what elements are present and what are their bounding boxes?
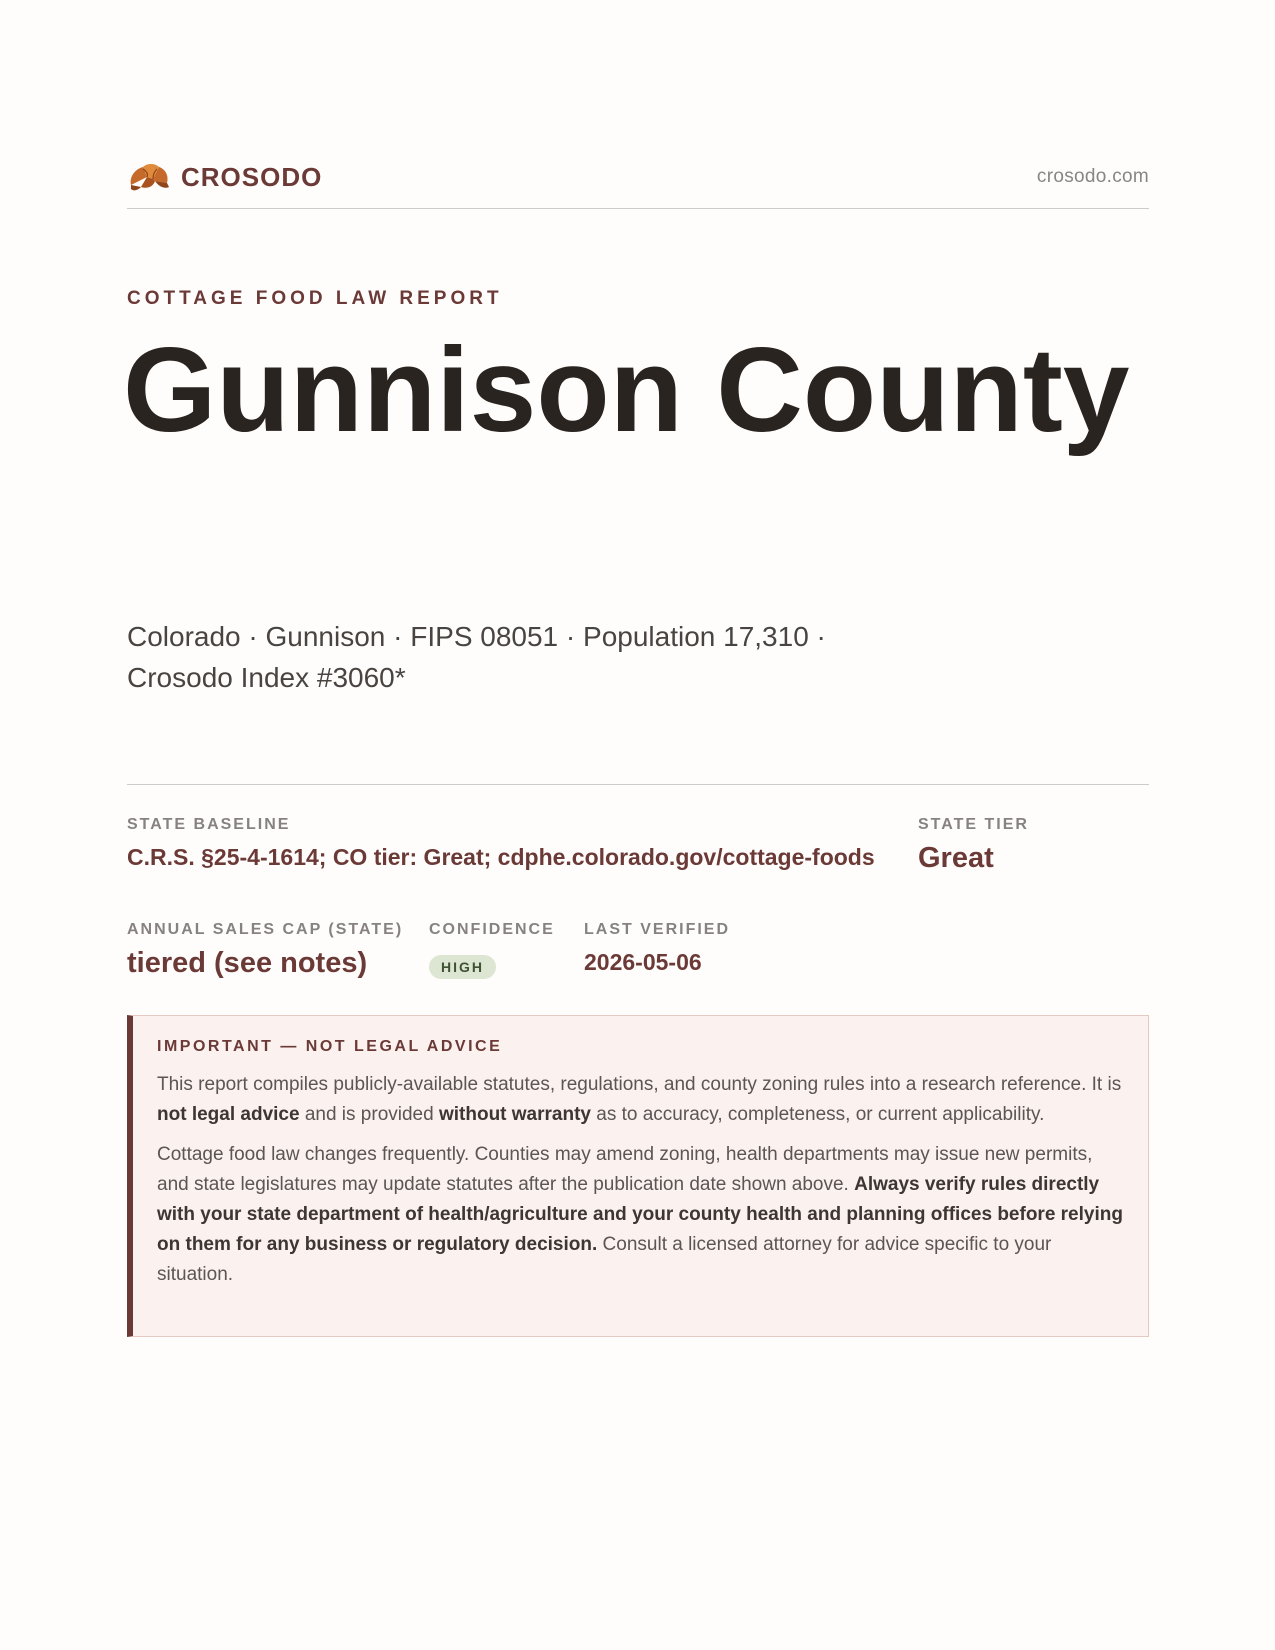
section-divider: [127, 784, 1149, 785]
state-tier-field: [918, 816, 1029, 875]
confidence-badge: HIGH: [429, 955, 496, 979]
legal-notice-paragraph-1: [157, 1070, 1127, 1130]
last-verified-field: [584, 921, 730, 976]
sales-cap-field: [127, 921, 403, 980]
site-url[interactable]: crosodo.com: [1036, 166, 1149, 187]
page-title: Gunnison County: [123, 323, 1130, 457]
county-subtitle: [127, 616, 927, 698]
report-eyebrow: COTTAGE FOOD LAW REPORT: [127, 288, 503, 309]
sales-cap-value: tiered (see notes): [127, 947, 368, 979]
notice-text: This report compiles publicly-available statutes, regulations, and county zoning rules into a research reference. It is: [157, 1074, 1122, 1095]
report-page: [123, 0, 1149, 1650]
state-baseline-label: STATE BASELINE: [127, 816, 291, 833]
legal-notice-paragraph-2: [157, 1140, 1127, 1290]
notice-text: and is provided: [299, 1104, 439, 1125]
brand: [127, 154, 322, 200]
subtitle-line-1: Colorado · Gunnison · FIPS 08051 · Population 17,310 ·: [127, 621, 826, 652]
sales-cap-label: ANNUAL SALES CAP (STATE): [127, 921, 404, 938]
last-verified-label: LAST VERIFIED: [584, 921, 731, 938]
croissant-icon: [127, 157, 171, 197]
confidence-field: [429, 921, 555, 979]
last-verified-value: 2026-05-06: [584, 949, 702, 975]
notice-emphasis: Always verify rules directly with your state department of health/agriculture and your county health and planning offices before relying on them for any business or regulatory decision.: [157, 1174, 1123, 1255]
notice-text: Cottage food law changes frequently. Counties may amend zoning, health departments may issue new permits, and state legislatures may update statutes after the publication date shown above.: [157, 1144, 1093, 1195]
state-tier-label: STATE TIER: [918, 816, 1029, 833]
notice-text: Consult a licensed attorney for advice specific to your situation.: [157, 1234, 1052, 1285]
notice-text: as to accuracy, completeness, or current applicability.: [590, 1104, 1045, 1125]
confidence-label: CONFIDENCE: [429, 921, 555, 938]
legal-notice: [127, 1015, 1149, 1337]
page-header: [127, 154, 1149, 210]
state-baseline-value: C.R.S. §25-4-1614; CO tier: Great; cdphe.colorado.gov/cottage-foods: [127, 844, 875, 870]
subtitle-line-2: Crosodo Index #3060*: [127, 662, 406, 693]
notice-emphasis: not legal advice: [157, 1104, 300, 1125]
state-baseline-field: [127, 816, 875, 871]
legal-notice-title: IMPORTANT — NOT LEGAL ADVICE: [157, 1038, 503, 1055]
notice-emphasis: without warranty: [438, 1104, 591, 1125]
state-tier-value: Great: [918, 842, 994, 874]
header-divider: [127, 208, 1149, 209]
brand-name: CROSODO: [181, 161, 323, 192]
legal-notice-body: [157, 1070, 1127, 1300]
